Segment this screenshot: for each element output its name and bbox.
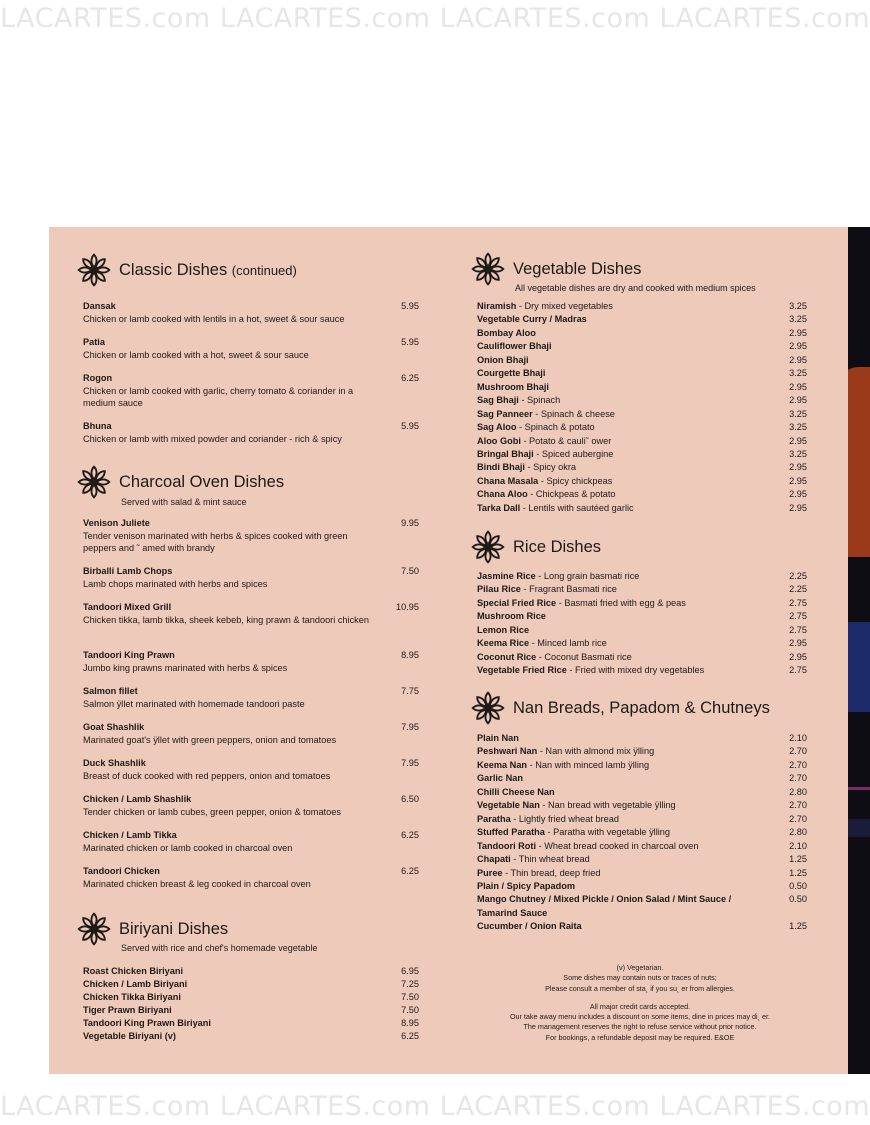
menu-item: [477, 853, 807, 865]
item-name: Chana Masala: [477, 475, 539, 486]
charcoal-header: [77, 465, 284, 499]
menu-item: [477, 435, 807, 447]
item-description: Tender venison marinated with herbs & spices cooked with green peppers and ˜ amed with brandy: [83, 530, 348, 553]
item-name: Tandoori King Prawn: [83, 650, 175, 660]
item-description: - Fried with mixed dry vegetables: [566, 665, 705, 676]
item-price: 2.80: [789, 786, 807, 797]
item-name: Stuffed Paratha: [477, 827, 545, 838]
item-price: 7.75: [401, 686, 419, 696]
footnotes: [445, 963, 835, 1043]
section-title: Classic Dishes (continued): [119, 260, 297, 279]
menu-item: [477, 759, 807, 771]
menu-item: [83, 793, 419, 818]
item-price: 2.70: [789, 773, 807, 784]
item-price: 1.25: [789, 854, 807, 865]
item-description: Chicken or lamb cooked with a hot, sweet & sour sauce: [83, 349, 309, 360]
item-price: 2.10: [789, 733, 807, 743]
menu-item: [477, 920, 807, 932]
item-description: - Potato & cauli˜ ower: [520, 435, 612, 446]
menu-item: [477, 570, 807, 582]
item-name: Aloo Gobi: [477, 435, 521, 446]
item-name: Rogon: [83, 373, 113, 383]
menu-item: [477, 651, 807, 663]
item-name: Mushroom Rice: [477, 611, 546, 622]
menu-item: [477, 664, 807, 676]
footnote-line: (v) Vegetarian.: [616, 963, 664, 972]
menu-page: [49, 227, 870, 1074]
item-description: - Lentils with sautéed garlic: [520, 502, 634, 513]
menu-item: [477, 732, 807, 744]
menu-item: [83, 978, 419, 990]
item-name: Dansak: [83, 301, 116, 311]
menu-item: [477, 813, 807, 825]
item-price: 0.50: [789, 880, 807, 891]
star-flower-icon: [471, 530, 505, 564]
item-price: 7.95: [401, 722, 419, 732]
item-price: 6.25: [401, 1030, 419, 1041]
menu-item: [477, 367, 807, 379]
item-description: Marinated goat's ÿllet with green peppers, onion and tomatoes: [83, 734, 337, 745]
menu-item: [83, 420, 419, 445]
item-description: - Nan with almond mix ÿlling: [537, 746, 655, 757]
menu-item: [83, 965, 419, 977]
item-price: 6.25: [401, 830, 419, 840]
item-price: 2.95: [789, 462, 807, 473]
item-description: - Paratha with vegetable ÿlling: [544, 827, 671, 838]
item-name: Coconut Rice: [477, 651, 537, 662]
item-description: - Spinach & potato: [516, 422, 595, 433]
item-description: - Thin bread, deep fried: [502, 867, 601, 878]
menu-item: [477, 880, 807, 892]
item-name: Chicken / Lamb Biriyani: [83, 978, 188, 989]
item-name: Onion Bhaji: [477, 354, 529, 365]
item-price: 2.95: [789, 475, 807, 486]
edge-graphic: [848, 227, 870, 1074]
item-name: Chapati: [477, 854, 511, 865]
item-name: Special Fried Rice: [477, 597, 557, 608]
item-name: Garlic Nan: [477, 773, 523, 784]
menu-item: [477, 745, 807, 757]
menu-item: [477, 893, 807, 905]
menu-item: [83, 517, 419, 555]
item-description: - Nan bread with vegetable ÿlling: [539, 800, 676, 811]
decor-band: [848, 367, 870, 557]
item-name: Goat Shashlik: [83, 722, 145, 732]
item-name: Sag Bhaji: [477, 395, 519, 406]
item-name: Vegetable Fried Rice: [477, 665, 567, 676]
section-note: Served with salad & mint sauce: [121, 497, 247, 507]
nan-header: [471, 691, 770, 725]
item-description: - Coconut Basmati rice: [536, 651, 632, 662]
menu-item: [83, 829, 419, 854]
item-price: 3.25: [789, 408, 807, 419]
rice-header: [471, 530, 601, 564]
menu-item: [477, 448, 807, 460]
item-price: 2.95: [789, 381, 807, 392]
menu-item: [477, 799, 807, 811]
section-note: Served with rice and chef's homemade vegetable: [121, 943, 318, 953]
item-description: Marinated chicken or lamb cooked in charcoal oven: [83, 842, 293, 853]
item-price: 10.95: [396, 602, 419, 612]
vegetable-header: [471, 252, 641, 286]
star-flower-icon: [77, 253, 111, 287]
menu-item: [83, 685, 419, 710]
star-flower-icon: [471, 691, 505, 725]
item-description: Chicken or lamb cooked with lentils in a hot, sweet & sour sauce: [83, 313, 345, 324]
menu-item: [477, 313, 807, 325]
item-price: 2.95: [789, 502, 807, 513]
item-name: Tandoori Chicken: [83, 866, 160, 876]
menu-item: [477, 772, 807, 784]
item-name: Mango Chutney / Mixed Pickle / Onion Salad / Mint Sauce /: [477, 894, 732, 905]
item-name: Sag Aloo: [477, 422, 517, 433]
item-price: 6.25: [401, 866, 419, 876]
footnote-line: All major credit cards accepted.: [589, 1001, 691, 1011]
menu-item: [477, 597, 807, 609]
footnote-line: [445, 994, 835, 1002]
menu-item: [477, 637, 807, 649]
decor-band: [848, 819, 870, 837]
item-name: Duck Shashlik: [83, 758, 146, 768]
menu-item: [83, 1017, 419, 1029]
decor-band: [848, 622, 870, 712]
item-name: Plain / Spicy Papadom: [477, 880, 576, 891]
item-price: 2.95: [789, 395, 807, 406]
item-description: - Wheat bread cooked in charcoal oven: [536, 840, 699, 851]
footnote-line: The management reserves the right to refuse service without prior notice.: [523, 1022, 757, 1032]
item-description: Salmon ÿllet marinated with homemade tandoori paste: [83, 698, 305, 709]
item-price: 2.10: [789, 840, 807, 851]
item-name: Sag Panneer: [477, 408, 533, 419]
item-name: Jasmine Rice: [477, 571, 536, 581]
item-price: 2.70: [789, 759, 807, 770]
item-price: 2.25: [789, 584, 807, 595]
menu-item: [83, 300, 419, 325]
item-price: 6.25: [401, 373, 419, 383]
item-name: Bindi Bhaji: [477, 462, 525, 473]
item-price: 2.75: [789, 611, 807, 622]
item-name: Cauliflower Bhaji: [477, 341, 552, 352]
item-price: 2.70: [789, 800, 807, 811]
item-name: Lemon Rice: [477, 624, 530, 635]
menu-item: [477, 610, 807, 622]
item-price: 2.70: [789, 813, 807, 824]
section-note: All vegetable dishes are dry and cooked with medium spices: [515, 283, 756, 293]
item-description: - Dry mixed vegetables: [516, 301, 613, 311]
item-name: Vegetable Curry / Madras: [477, 314, 587, 325]
item-description: - Spinach: [518, 395, 561, 406]
section-title: Rice Dishes: [513, 537, 602, 556]
item-name: Venison Juliete: [83, 518, 150, 528]
item-name: Courgette Bhaji: [477, 368, 546, 379]
item-name: Tandoori Mixed Grill: [83, 602, 172, 612]
menu-item: [477, 583, 807, 595]
item-price: 7.25: [401, 978, 419, 989]
item-description: - Long grain basmati rice: [535, 571, 640, 581]
item-price: 2.95: [789, 489, 807, 500]
menu-item: [477, 300, 807, 312]
menu-item: [83, 649, 419, 674]
item-price: 7.50: [401, 566, 419, 576]
item-description: - Minced lamb rice: [529, 638, 607, 649]
item-name: Chicken Tikka Biriyani: [83, 991, 181, 1002]
item-name: Plain Nan: [477, 733, 519, 743]
menu-item: [83, 565, 419, 590]
menu-item: [477, 826, 807, 838]
star-flower-icon: [471, 252, 505, 286]
item-description: - Spiced aubergine: [533, 448, 614, 459]
item-name: Birballi Lamb Chops: [83, 566, 173, 576]
item-price: 0.50: [789, 894, 807, 905]
section-title: Nan Breads, Papadom & Chutneys: [513, 698, 770, 717]
item-name: Bhuna: [83, 421, 112, 431]
item-name: Puree: [477, 867, 503, 878]
item-description: Chicken tikka, lamb tikka, sheek kebeb, king prawn & tandoori chicken: [83, 614, 369, 625]
item-name: Niramish: [477, 301, 517, 311]
menu-item: [477, 475, 807, 487]
item-price: 2.80: [789, 827, 807, 838]
menu-item: [477, 786, 807, 798]
item-name: Peshwari Nan: [477, 746, 538, 757]
item-price: 8.95: [401, 1017, 419, 1028]
item-price: 2.95: [789, 435, 807, 446]
item-price: 2.75: [789, 624, 807, 635]
item-price: 3.25: [789, 301, 807, 311]
item-price: 1.25: [789, 867, 807, 878]
menu-item: [477, 340, 807, 352]
item-price: 6.50: [401, 794, 419, 804]
item-description: - Thin wheat bread: [510, 854, 590, 865]
item-price: 7.50: [401, 991, 419, 1002]
item-price: 2.95: [789, 638, 807, 649]
menu-item: [83, 372, 419, 410]
item-description: - Lightly fried wheat bread: [510, 813, 619, 824]
section-title: Vegetable Dishes: [513, 259, 642, 278]
item-name: Tandoori Roti: [477, 840, 537, 851]
item-price: 2.95: [789, 341, 807, 352]
item-price: 2.75: [789, 597, 807, 608]
item-description: - Nan with minced lamb ÿlling: [527, 759, 650, 770]
menu-item: [83, 757, 419, 782]
item-description: Breast of duck cooked with red peppers, onion and tomatoes: [83, 770, 331, 781]
item-price: 2.70: [789, 746, 807, 757]
item-name: Bombay Aloo: [477, 327, 536, 338]
item-description: - Basmati fried with egg & peas: [556, 597, 686, 608]
footnote-line: For bookings, a refundable deposit may be required. E&OE: [545, 1032, 735, 1042]
decor-band: [848, 787, 870, 790]
item-price: 2.95: [789, 651, 807, 662]
star-flower-icon: [77, 912, 111, 946]
item-name: Keema Rice: [477, 638, 530, 649]
menu-item: [477, 354, 807, 366]
watermark-top: LACARTES.com LACARTES.com LACARTES.com LACARTES.com: [0, 3, 870, 34]
item-description: - Spicy chickpeas: [538, 475, 613, 486]
item-description: - Chickpeas & potato: [527, 489, 616, 500]
watermark-bottom: LACARTES.com LACARTES.com LACARTES.com LACARTES.com: [0, 1091, 870, 1122]
menu-item: [477, 840, 807, 852]
footnote-line: Some dishes may contain nuts or traces of nuts;: [563, 973, 717, 983]
menu-item: [477, 394, 807, 406]
item-price: 2.95: [789, 354, 807, 365]
item-price: 9.95: [401, 518, 419, 528]
item-description: Chicken or lamb with mixed powder and coriander - rich & spicy: [83, 433, 342, 444]
item-name: Chicken / Lamb Tikka: [83, 830, 177, 840]
item-name: Paratha: [477, 813, 511, 824]
item-price: 3.25: [789, 422, 807, 433]
section-title: Biriyani Dishes: [119, 919, 229, 938]
biriyani-header: [77, 912, 228, 946]
item-description: Tender chicken or lamb cubes, green pepper, onion & tomatoes: [83, 806, 341, 817]
item-price: 2.95: [789, 327, 807, 338]
menu-item: [83, 865, 419, 890]
item-name: Salmon fillet: [83, 686, 138, 696]
menu-item: [477, 867, 807, 879]
item-price: 5.95: [401, 337, 419, 347]
item-name: Bringal Bhaji: [477, 448, 534, 459]
item-name: Tandoori King Prawn Biriyani: [83, 1017, 211, 1028]
item-description: - Fragrant Basmati rice: [520, 584, 617, 595]
menu-item: [477, 461, 807, 473]
menu-item: [83, 336, 419, 361]
menu-item: [477, 624, 807, 636]
item-price: 2.25: [789, 571, 807, 581]
item-name: Patia: [83, 337, 105, 347]
star-flower-icon: [77, 465, 111, 499]
item-description: - Spicy okra: [524, 462, 577, 473]
menu-item: [83, 1004, 419, 1016]
item-name: Chilli Cheese Nan: [477, 786, 555, 797]
item-price: 7.95: [401, 758, 419, 768]
menu-item: [83, 721, 419, 746]
item-description: Lamb chops marinated with herbs and spices: [83, 578, 268, 589]
item-name: Cucumber / Onion Raita: [477, 921, 582, 932]
classic-header: [77, 253, 297, 287]
menu-item: [83, 1030, 419, 1042]
menu-item: [477, 381, 807, 393]
item-price: 6.95: [401, 966, 419, 976]
item-description: Chicken or lamb cooked with garlic, cherry tomato & coriander in a medium sauce: [83, 385, 354, 408]
item-price: 5.95: [401, 421, 419, 431]
menu-item: [477, 327, 807, 339]
item-price: 3.25: [789, 314, 807, 325]
item-description: - Spinach & cheese: [532, 408, 615, 419]
item-price: 2.75: [789, 665, 807, 676]
footnote-line: Please consult a member of sta˛ if you su˛ er from allergies.: [545, 983, 735, 993]
menu-item: [477, 421, 807, 433]
item-name: Tiger Prawn Biriyani: [83, 1004, 172, 1015]
item-name: Vegetable Biriyani (v): [83, 1030, 176, 1041]
item-name: Roast Chicken Biriyani: [83, 966, 184, 976]
item-description: Jumbo king prawns marinated with herbs & spices: [83, 662, 288, 673]
item-price: 8.95: [401, 650, 419, 660]
menu-item: [477, 502, 807, 514]
item-name: Keema Nan: [477, 759, 528, 770]
menu-item: [477, 488, 807, 500]
item-name: Mushroom Bhaji: [477, 381, 549, 392]
item-price: 7.50: [401, 1004, 419, 1015]
item-name: Tamarind Sauce: [477, 907, 548, 918]
footnote-line: Our take away menu includes a discount on some items, dine in prices may di˛ er.: [509, 1012, 771, 1022]
menu-item: [83, 991, 419, 1003]
item-price: 1.25: [789, 921, 807, 932]
menu-item: [83, 601, 419, 626]
item-name: Pilau Rice: [477, 584, 521, 595]
section-title: Charcoal Oven Dishes: [119, 472, 285, 491]
item-description: Marinated chicken breast & leg cooked in charcoal oven: [83, 878, 311, 889]
menu-item: [477, 408, 807, 420]
menu-item: [477, 907, 807, 919]
item-price: 5.95: [401, 301, 419, 311]
item-name: Vegetable Nan: [477, 800, 540, 811]
item-price: 3.25: [789, 368, 807, 379]
item-name: Tarka Dall: [477, 502, 521, 513]
item-name: Chana Aloo: [477, 489, 528, 500]
item-name: Chicken / Lamb Shashlik: [83, 794, 192, 804]
item-price: 3.25: [789, 448, 807, 459]
